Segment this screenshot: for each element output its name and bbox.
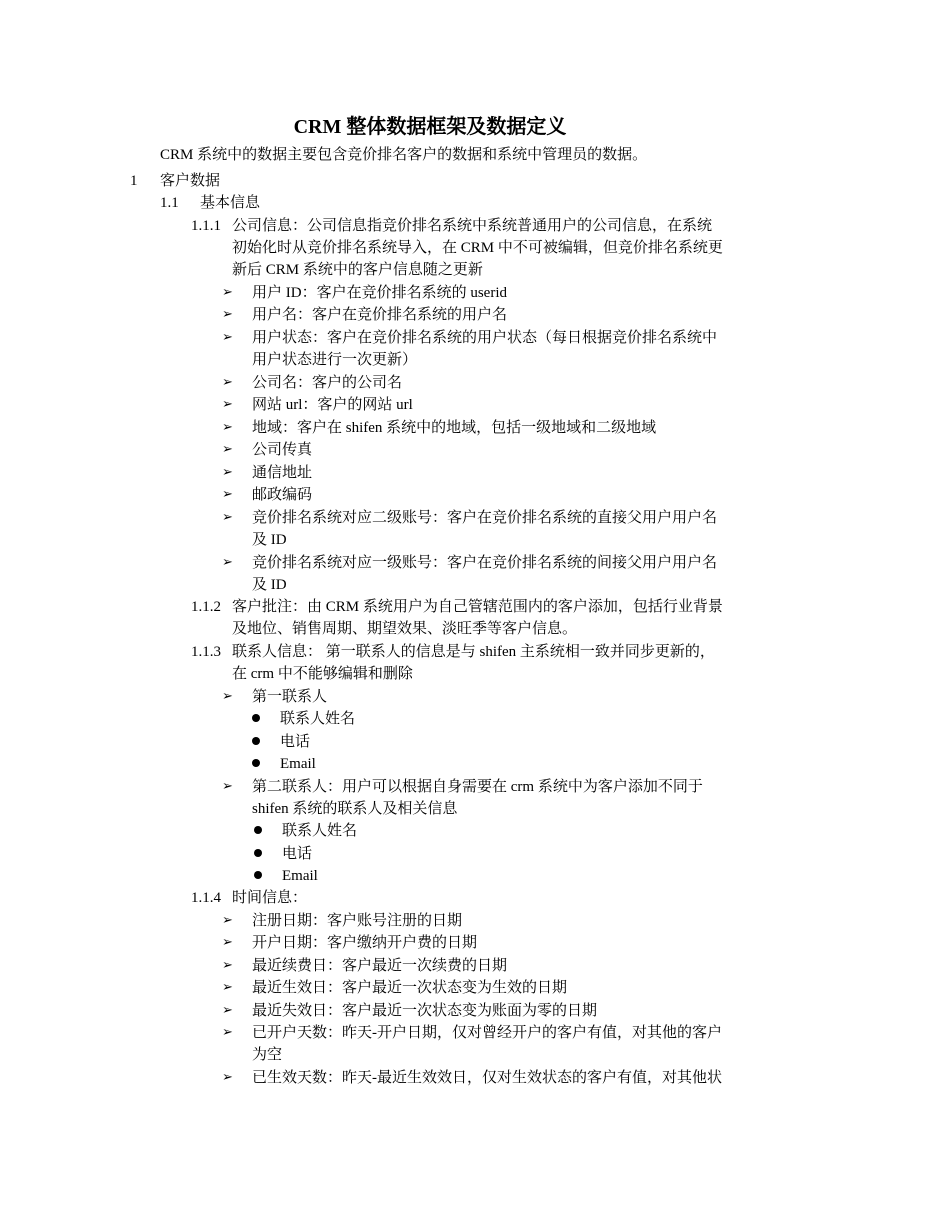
sub-list-item: 联系人姓名 [282,823,358,839]
list-item: 用户状态：客户在竞价排名系统的用户状态（每日根据竞价排名系统中 [252,330,718,346]
section-1-1-4-number: 1.1.4 [191,890,221,906]
section-1-1-heading: 基本信息 [200,195,261,211]
sub-list-item: 电话 [282,846,313,862]
list-item: 邮政编码 [252,487,313,503]
list-item: 地域：客户在 shifen 系统中的地域，包括一级地域和二级地域 [252,420,657,436]
arrow-bullet-icon: ➢ [222,487,233,502]
section-1-1-3-text: 联系人信息： 第一联系人的信息是与 shifen 主系统相一致并同步更新的， [232,644,715,660]
arrow-bullet-icon: ➢ [222,1070,233,1085]
list-item: 用户 ID：客户在竞价排名系统的 userid [252,285,507,301]
section-1-1-4-heading: 时间信息： [232,890,308,906]
list-item: 开户日期：客户缴纳开户费的日期 [252,935,478,951]
list-item: 通信地址 [252,465,313,481]
section-1-1-1-text: 初始化时从竞价排名系统导入，在 CRM 中不可被编辑，但竞价排名系统更 [232,240,723,256]
arrow-bullet-icon: ➢ [222,980,233,995]
list-item: 公司名：客户的公司名 [252,375,403,391]
bullet-dot-icon [252,737,260,745]
section-1-1-2-number: 1.1.2 [191,599,221,615]
bullet-dot-icon [254,826,262,834]
list-item: 最近失效日：客户最近一次状态变为账面为零的日期 [252,1003,598,1019]
list-item: 最近生效日：客户最近一次状态变为生效的日期 [252,980,568,996]
sub-list-item: 联系人姓名 [280,711,356,727]
list-item: 竞价排名系统对应一级账号：客户在竞价排名系统的间接父用户用户名 [252,555,718,571]
list-item: 已生效天数：昨天-最近生效效日，仅对生效状态的客户有值，对其他状 [252,1070,722,1086]
section-1-1-2-text: 客户批注：由 CRM 系统用户为自己管辖范围内的客户添加，包括行业背景 [232,599,723,615]
bullet-dot-icon [254,849,262,857]
list-item: 最近续费日：客户最近一次续费的日期 [252,958,508,974]
section-1-1-3-number: 1.1.3 [191,644,221,660]
list-item: 及 ID [252,532,287,548]
list-item: 公司传真 [252,442,313,458]
bullet-dot-icon [252,714,260,722]
section-1-1-2-text: 及地位、销售周期、期望效果、淡旺季等客户信息。 [232,621,578,637]
list-item: 用户状态进行一次更新） [252,352,418,368]
list-item: 注册日期：客户账号注册的日期 [252,913,463,929]
arrow-bullet-icon: ➢ [222,779,233,794]
section-1-1-number: 1.1 [160,195,179,211]
bullet-dot-icon [252,759,260,767]
sub-list-item: Email [280,756,316,772]
section-1-number: 1 [130,173,138,189]
bullet-dot-icon [254,871,262,879]
arrow-bullet-icon: ➢ [222,1025,233,1040]
section-1-1-1-number: 1.1.1 [191,218,221,234]
arrow-bullet-icon: ➢ [222,510,233,525]
arrow-bullet-icon: ➢ [222,330,233,345]
section-1-1-3-text: 在 crm 中不能够编辑和删除 [232,666,413,682]
arrow-bullet-icon: ➢ [222,958,233,973]
list-item: 已开户天数：昨天-开户日期，仅对曾经开户的客户有值，对其他的客户 [252,1025,722,1041]
list-item: 竞价排名系统对应二级账号：客户在竞价排名系统的直接父用户用户名 [252,510,718,526]
arrow-bullet-icon: ➢ [222,420,233,435]
list-item: shifen 系统的联系人及相关信息 [252,801,458,817]
arrow-bullet-icon: ➢ [222,689,233,704]
section-1-1-1-text: 公司信息：公司信息指竞价排名系统中系统普通用户的公司信息，在系统 [232,218,713,234]
arrow-bullet-icon: ➢ [222,935,233,950]
arrow-bullet-icon: ➢ [222,397,233,412]
arrow-bullet-icon: ➢ [222,307,233,322]
arrow-bullet-icon: ➢ [222,442,233,457]
section-1-1-1-text: 新后 CRM 系统中的客户信息随之更新 [232,262,483,278]
document-title: CRM 整体数据框架及数据定义 [293,116,567,138]
list-item: 第二联系人：用户可以根据自身需要在 crm 系统中为客户添加不同于 [252,779,703,795]
arrow-bullet-icon: ➢ [222,375,233,390]
list-item: 及 ID [252,577,287,593]
list-item: 为空 [252,1047,283,1063]
arrow-bullet-icon: ➢ [222,465,233,480]
arrow-bullet-icon: ➢ [222,555,233,570]
section-1-heading: 客户数据 [160,173,221,189]
arrow-bullet-icon: ➢ [222,1003,233,1018]
sub-list-item: Email [282,868,318,884]
list-item: 网站 url：客户的网站 url [252,397,413,413]
arrow-bullet-icon: ➢ [222,285,233,300]
list-item: 第一联系人 [252,689,328,705]
sub-list-item: 电话 [280,734,311,750]
intro-paragraph: CRM 系统中的数据主要包含竞价排名客户的数据和系统中管理员的数据。 [160,147,648,163]
arrow-bullet-icon: ➢ [222,913,233,928]
list-item: 用户名：客户在竞价排名系统的用户名 [252,307,508,323]
